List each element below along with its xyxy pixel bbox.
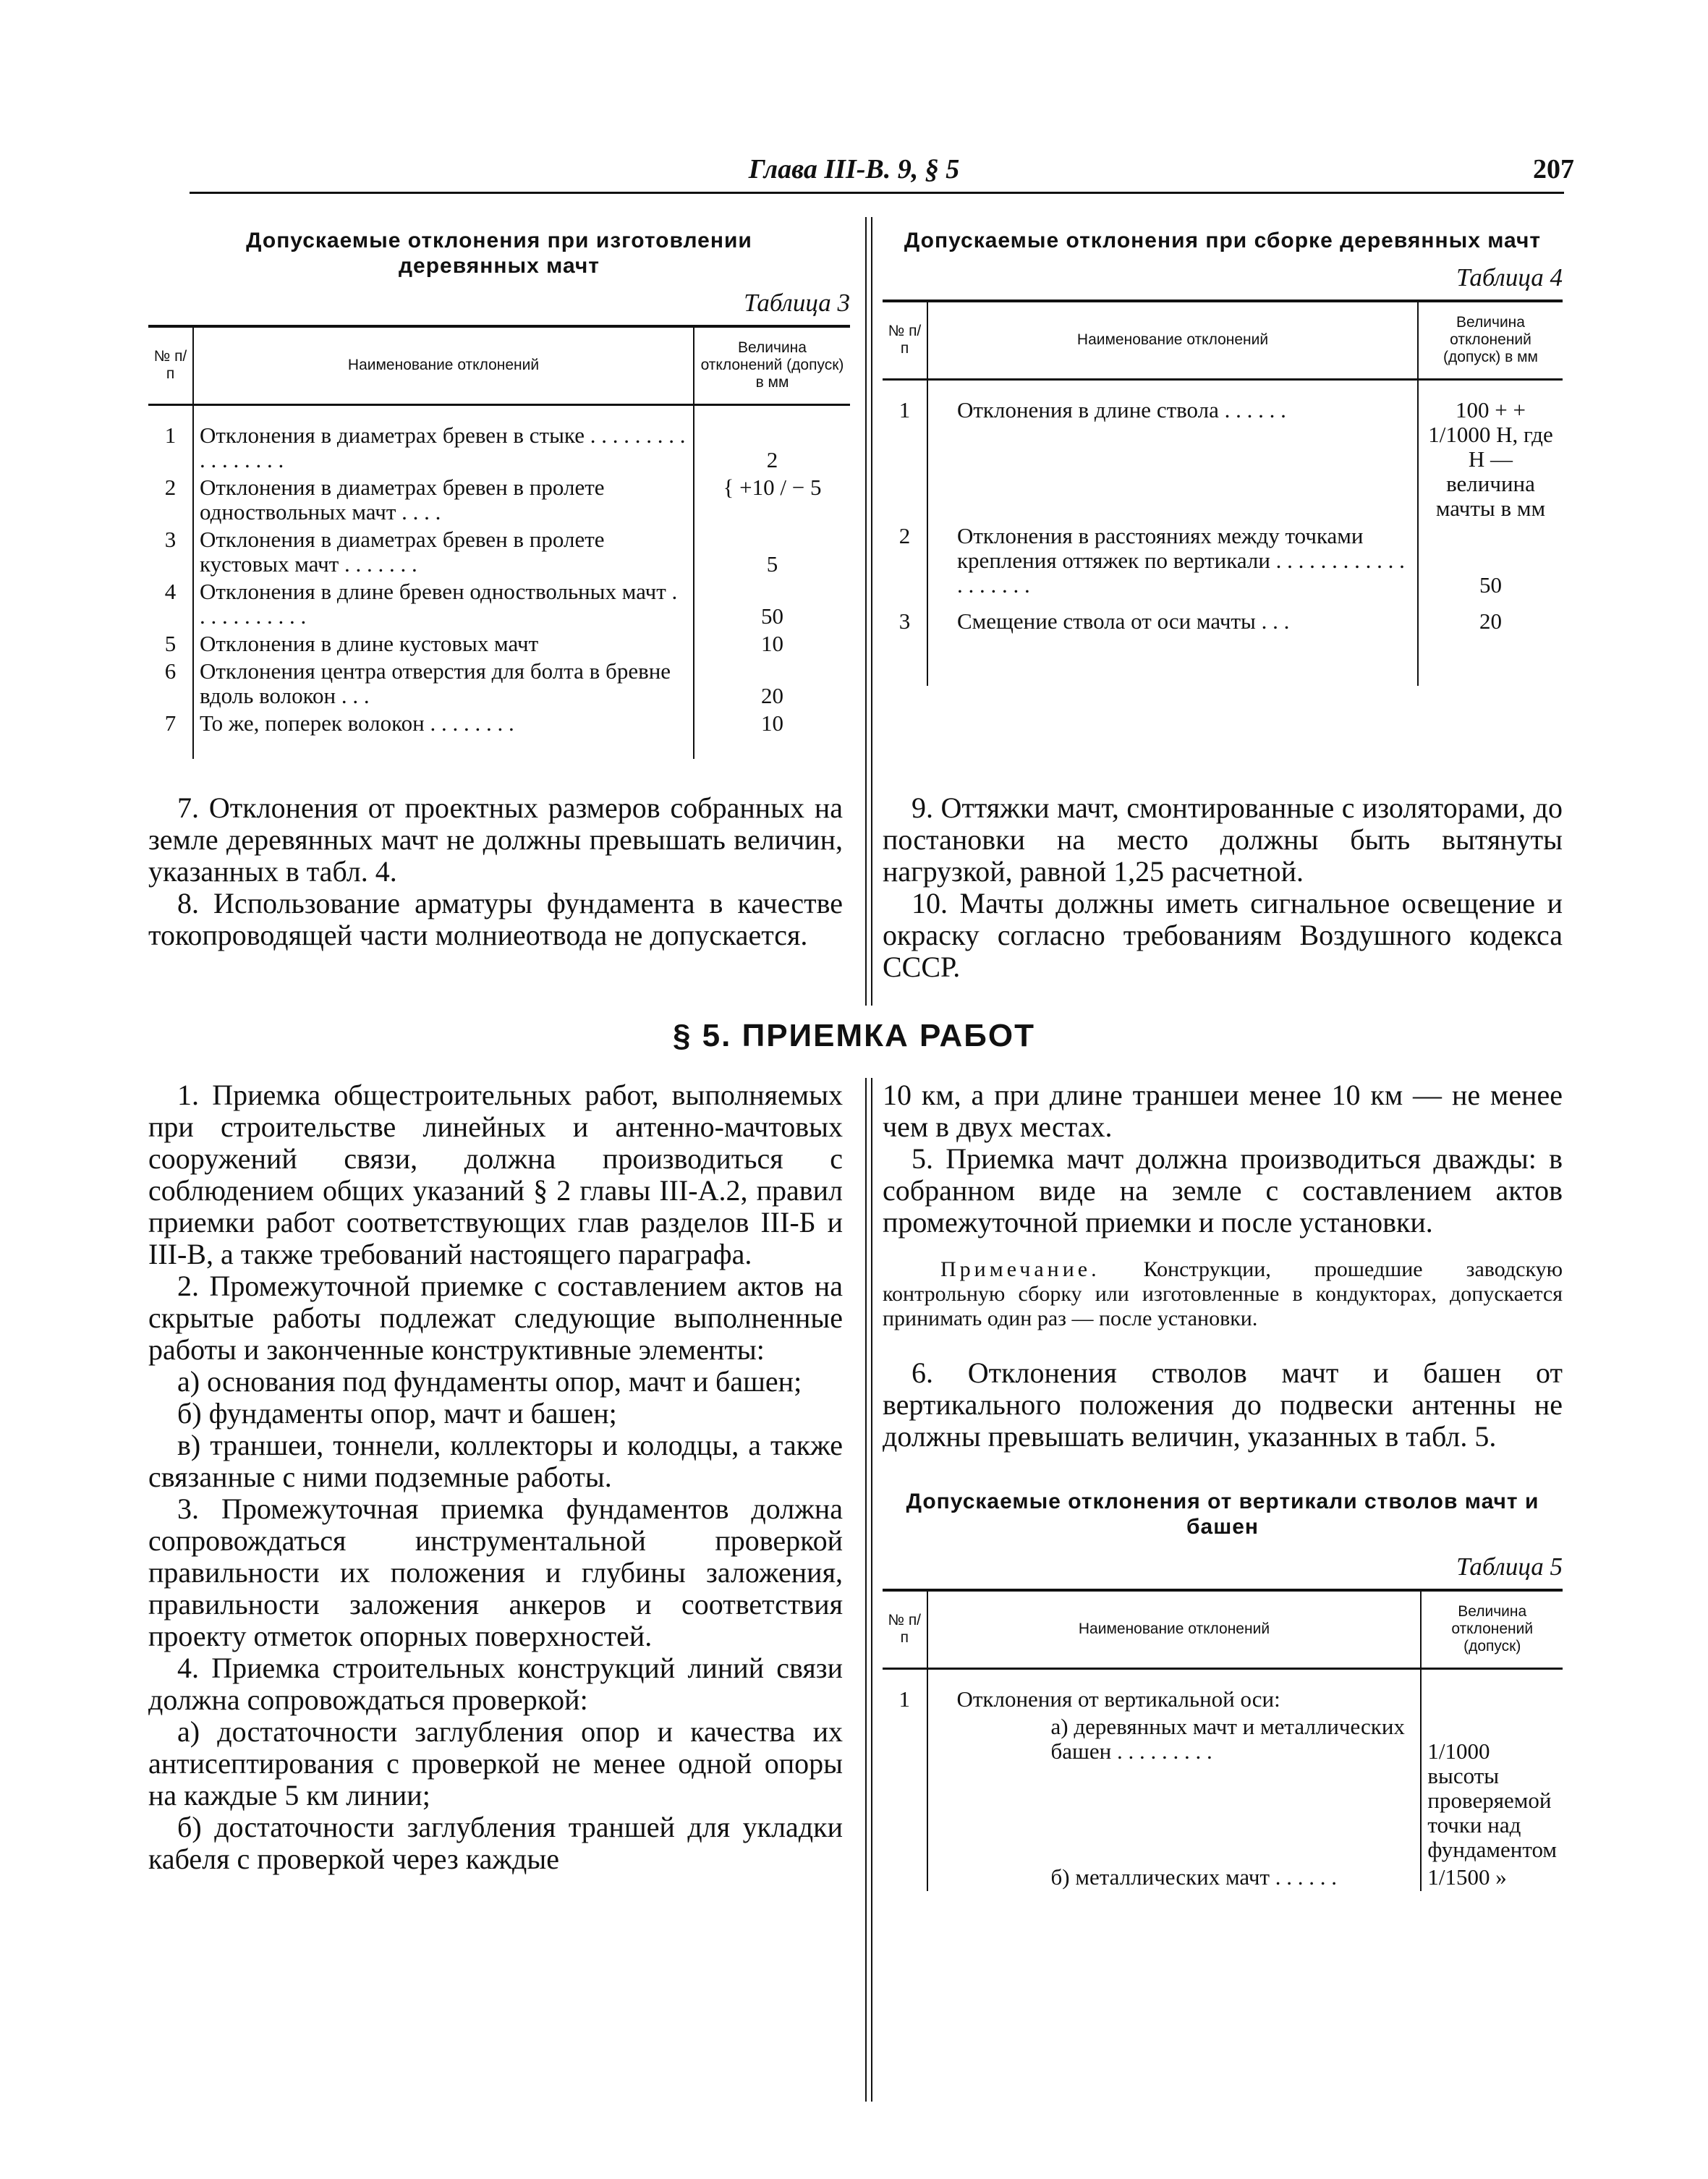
table-row: б) металлических мачт . . . . . . 1/1500 » (883, 1864, 1563, 1891)
table3 (148, 325, 850, 759)
upper-left-text (148, 792, 843, 951)
paragraph-7: 7. Отклонения от проектных размеров собранных на земле деревянных мачт не должны превышать величин, указанных в табл. 4. (148, 791, 843, 888)
table-row: 1 Отклонения от вертикальной оси: (883, 1686, 1563, 1713)
table-row: 1 Отклонения в диаметрах бревен в стыке . . . . . . . . . . . . . . . . . 2 (148, 422, 850, 474)
table5-header-no: № п/п (883, 1590, 927, 1668)
table-row: 5 Отклонения в длине кустовых мачт 10 (148, 630, 850, 658)
paragraph-2b: б) фундаменты опор, мачт и башен; (177, 1397, 617, 1430)
column-divider-upper (865, 217, 867, 1006)
running-header: Глава III-В. 9, § 5 (748, 154, 960, 184)
table-row: 3 Смещение ствола от оси мачты . . . 20 (883, 599, 1563, 635)
table4-title: Допускаемые отклонения при сборке деревянных мачт (904, 229, 1542, 252)
section-title: § 5. ПРИЕМКА РАБОТ (672, 1018, 1036, 1053)
table4-header-value: Величина отклонений (допуск) в мм (1418, 301, 1563, 379)
table4-header-name: Наименование отклонений (927, 301, 1418, 379)
page-number: 207 (1533, 154, 1574, 184)
upper-right-text (883, 792, 1563, 983)
note-text: Конструкции, прошедшие заводскую контрольную сборку или изготовленные в кондукторах, допускается принимать один раз — после установки. (883, 1257, 1563, 1330)
table3-header-no: № п/п (148, 326, 193, 404)
table-row: 6 Отклонения центра отверстия для болта в бревне вдоль волокон . . . 20 (148, 658, 850, 710)
table3-title: Допускаемые отклонения при изготовлении деревянных мачт (246, 229, 752, 278)
column-divider-lower (865, 1078, 867, 2102)
paragraph-4a: а) достаточности заглубления опор и качества их антисептирования с проверкой не менее одной опоры на каждые 5 км линии; (148, 1715, 843, 1811)
table3-header-value: Величина отклонений (допуск) в мм (694, 326, 850, 404)
paragraph-4b-continued: 10 км, а при длине траншеи менее 10 км — не менее чем в двух местах. (883, 1079, 1563, 1143)
paragraph-5: 5. Приемка мачт должна производиться дважды: в собранном виде на земле с составлением актов промежуточной приемки и после установки. (883, 1142, 1563, 1239)
paragraph-2a: а) основания под фундаменты опор, мачт и башен; (177, 1365, 802, 1398)
lower-left-text (148, 1079, 843, 1875)
table5 (883, 1589, 1563, 1891)
column-divider-upper-2 (871, 217, 872, 1006)
note (883, 1257, 1563, 1331)
paragraph-4: 4. Приемка строительных конструкций линий связи должна сопровождаться проверкой: (148, 1652, 843, 1716)
table-row: 1 Отклонения в длине ствола . . . . . . 100 + + 1/1000 H, где H — величина мачты в мм (883, 396, 1563, 522)
table5-label: Таблица 5 (1456, 1553, 1563, 1581)
table3-header-name: Наименование отклонений (193, 326, 694, 404)
table3-block (148, 228, 850, 759)
table-row: 7 То же, поперек волокон . . . . . . . . 10 (148, 710, 850, 737)
table5-header-value: Величина отклонений (допуск) (1421, 1590, 1563, 1668)
paragraph-3: 3. Промежуточная приемка фундаментов должна сопровождаться инструментальной проверкой правильности их положения и глубины заложения, правильности заложения анкеров и соответствия проекту отметок опорных поверхностей. (148, 1492, 843, 1652)
table-row: 3 Отклонения в диаметрах бревен в пролете кустовых мачт . . . . . . . 5 (148, 526, 850, 578)
column-divider-lower-2 (871, 1078, 872, 2102)
table4-block (883, 228, 1563, 686)
table-row: 4 Отклонения в длине бревен одноствольных мачт . . . . . . . . . . . 50 (148, 578, 850, 630)
paragraph-8: 8. Использование арматуры фундамента в качестве токопроводящей части молниеотвода не допускается. (148, 887, 843, 951)
table4-label: Таблица 4 (1456, 263, 1563, 292)
table-row: 2 Отклонения в расстояниях между точками крепления оттяжек по вертикали . . . . . . . . . . . . . . . . . . . 50 (883, 522, 1563, 599)
paragraph-2: 2. Промежуточной приемке с составлением актов на скрытые работы подлежат следующие выполненные работы и законченные конструктивные элементы: (148, 1270, 843, 1366)
table4-header-no: № п/п (883, 301, 927, 379)
paragraph-6: 6. Отклонения стволов мачт и башен от вертикального положения до подвески антенны не должны превышать величин, указанных в табл. 5. (883, 1356, 1563, 1453)
header-rule (190, 192, 1564, 194)
table-row: а) деревянных мачт и металлических башен . . . . . . . . . 1/1000 высоты проверяемой точки над фундаментом (883, 1713, 1563, 1864)
paragraph-10: 10. Мачты должны иметь сигнальное освещение и окраску согласно требованиям Воздушного кодекса СССР. (883, 887, 1563, 983)
table4 (883, 300, 1563, 686)
paragraph-1: 1. Приемка общестроительных работ, выполняемых при строительстве линейных и антенно-мачтовых сооружений связи, должна производиться с соблюдением общих указаний § 2 главы III-А.2, правил приемки работ соответствующих глав разделов III-Б и III-В, а также требований настоящего параграфа. (148, 1079, 843, 1270)
paragraph-9: 9. Оттяжки мачт, смонтированные с изоляторами, до постановки на место должны быть вытянуты нагрузкой, равной 1,25 расчетной. (883, 791, 1563, 888)
paragraph-4b: б) достаточности заглубления траншей для укладки кабеля с проверкой через каждые (148, 1811, 843, 1875)
note-label: Примечание. (940, 1257, 1100, 1281)
table5-title: Допускаемые отклонения от вертикали стволов мачт и башен (906, 1490, 1539, 1539)
table3-label: Таблица 3 (744, 289, 850, 317)
lower-right-text (883, 1079, 1563, 1891)
table5-header-name: Наименование отклонений (927, 1590, 1422, 1668)
paragraph-2c: в) траншеи, тоннели, коллекторы и колодцы, а также связанные с ними подземные работы. (148, 1429, 843, 1493)
table-row: 2 Отклонения в диаметрах бревен в пролете одноствольных мачт . . . . { +10 / − 5 (148, 474, 850, 526)
